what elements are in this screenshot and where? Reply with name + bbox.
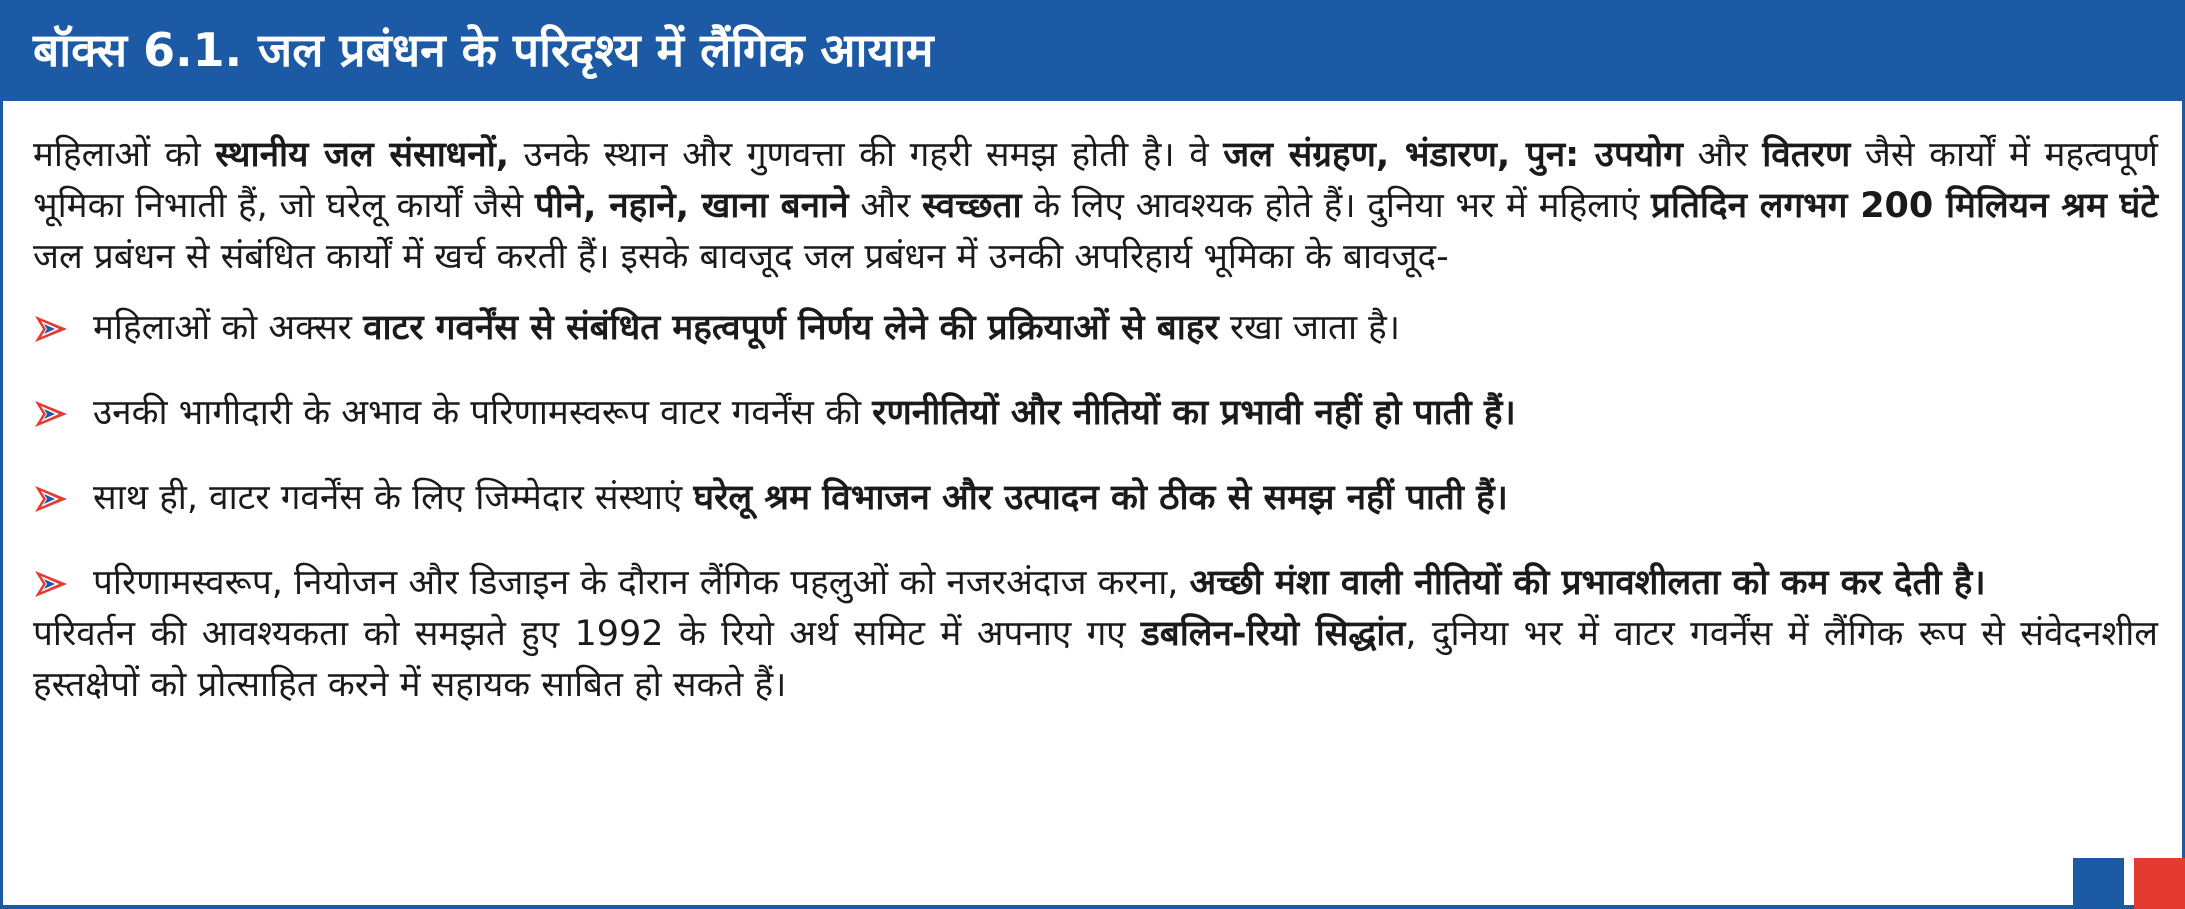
arrow-bullet-icon [33, 484, 69, 514]
corner-red-square [2134, 858, 2185, 909]
corner-blue-square [2073, 858, 2124, 909]
box-content [33, 130, 2158, 711]
intro-bold-3: वितरण [1762, 135, 1851, 175]
arrow-bullet-icon [33, 314, 69, 344]
intro-text-3: और [1682, 135, 1763, 175]
bullet-item-1 [33, 303, 2158, 354]
bullet-item-4 [33, 558, 2158, 609]
bullet-1-text-end: रखा जाता है। [1218, 308, 1401, 348]
arrow-bullet-icon [33, 399, 69, 429]
intro-text-2: उनके स्थान और गुणवत्ता की गहरी समझ होती है। वे [509, 135, 1224, 175]
conclusion-text-1: परिवर्तन की आवश्यकता को समझते हुए 1992 के रियो अर्थ समिट में अपनाए गए [33, 614, 1142, 654]
intro-bold-5: स्वच्छता [922, 186, 1022, 226]
intro-bold-2: जल संग्रहण, भंडारण, पुन: उपयोग [1223, 135, 1683, 175]
intro-bold-1: स्थानीय जल संसाधनों, [215, 135, 510, 175]
bullet-1-text: महिलाओं को अक्सर [93, 308, 364, 348]
bullet-2-bold: रणनीतियों और नीतियों का प्रभावी नहीं हो पाती हैं। [872, 393, 1516, 433]
bullet-2-text: उनकी भागीदारी के अभाव के परिणामस्वरूप वाटर गवर्नेंस की [93, 393, 873, 433]
intro-text-7: जल प्रबंधन से संबंधित कार्यों में खर्च करती हैं। इसके बावजूद जल प्रबंधन में उनकी अपरिहार्य भूमिका के बावजूद- [33, 237, 1449, 277]
box-header [3, 0, 2185, 101]
bullet-1-bold: वाटर गवर्नेंस से संबंधित महत्वपूर्ण निर्णय लेने की प्रक्रियाओं से बाहर [363, 308, 1219, 348]
bullet-4-text: परिणामस्वरूप, नियोजन और डिजाइन के दौरान लैंगिक पहलुओं को नजरअंदाज करना, [93, 563, 1190, 603]
conclusion-paragraph [33, 609, 2158, 711]
bullet-item-3 [33, 473, 2158, 524]
bullet-3-text: साथ ही, वाटर गवर्नेंस के लिए जिम्मेदार संस्थाएं [93, 478, 694, 518]
bullet-3-bold: घरेलू श्रम विभाजन और उत्पादन को ठीक से समझ नहीं पाती हैं। [693, 478, 1508, 518]
intro-paragraph [33, 130, 2158, 283]
intro-text-1: महिलाओं को [33, 135, 216, 175]
bullet-list [33, 303, 2158, 609]
intro-text-4: जैसे कार्यों में महत्वपूर्ण भूमिका निभाती हैं, जो घरेलू कार्यों जैसे [33, 135, 2158, 226]
bullet-4-bold: अच्छी मंशा वाली नीतियों की प्रभावशीलता को कम कर देती है। [1189, 563, 1986, 603]
intro-text-6: के लिए आवश्यक होते हैं। दुनिया भर में महिलाएं [1021, 186, 1651, 226]
intro-bold-4: पीने, नहाने, खाना बनाने [534, 186, 849, 226]
bullet-item-2 [33, 388, 2158, 439]
conclusion-bold-1: डबलिन-रियो सिद्धांत [1141, 614, 1406, 654]
arrow-bullet-icon [33, 569, 69, 599]
box-title: बॉक्स 6.1. जल प्रबंधन के परिदृश्य में लैंगिक आयाम [33, 23, 934, 77]
conclusion-text-2: , दुनिया भर में वाटर गवर्नेंस में लैंगिक रूप से संवेदनशील हस्तक्षेपों को प्रोत्साहित करने में सहायक साबित हो सकते हैं। [33, 614, 2159, 705]
intro-text-5: और [848, 186, 923, 226]
intro-bold-6: प्रतिदिन लगभग 200 मिलियन श्रम घंटे [1651, 186, 2158, 226]
